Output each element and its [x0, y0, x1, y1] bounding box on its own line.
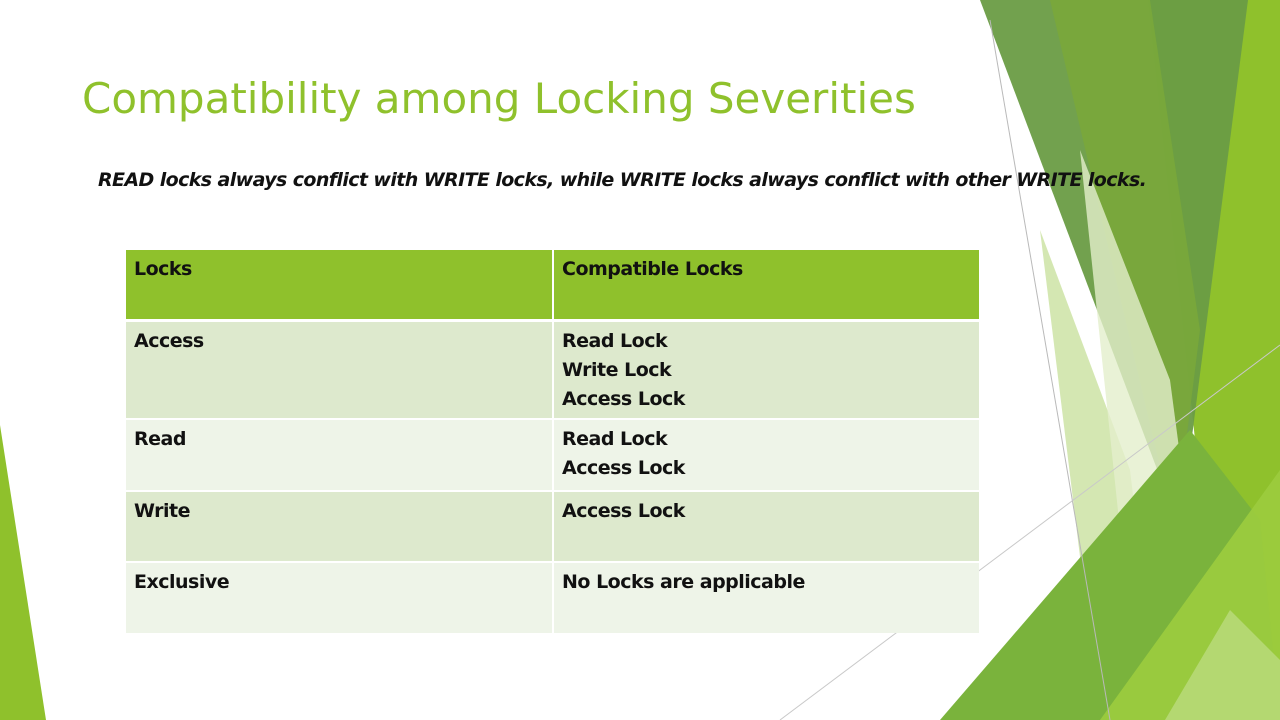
compatible-cell: [553, 419, 979, 491]
compatible-item: Access Lock: [562, 387, 685, 410]
compatible-cell: [553, 320, 979, 419]
compatible-cell: [553, 491, 979, 562]
table-row: [126, 562, 979, 633]
compatible-item: Access Lock: [562, 499, 685, 522]
slide-title: Compatibility among Locking Severities: [82, 74, 916, 123]
lock-cell: Read: [134, 427, 186, 450]
lock-cell: Write: [134, 499, 190, 522]
table-row: [126, 491, 979, 562]
table-row: [126, 320, 979, 419]
header-compatible-locks: Compatible Locks: [553, 250, 979, 320]
compatible-item: Write Lock: [562, 358, 672, 381]
left-green-sliver: [0, 425, 46, 720]
compatible-item: Read Lock: [562, 329, 668, 352]
compatible-cell: [553, 562, 979, 633]
table-row: [126, 419, 979, 491]
table-header-row: [126, 250, 979, 320]
slide-subtitle: READ locks always conflict with WRITE locks, while WRITE locks always conflict with other WRITE locks.: [98, 169, 1147, 191]
lock-cell: Exclusive: [134, 570, 230, 593]
lock-cell: Access: [134, 329, 204, 352]
lock-compatibility-table: [126, 250, 979, 633]
header-locks: Locks: [126, 250, 553, 320]
compatible-item: Read Lock: [562, 427, 668, 450]
compatible-item: No Locks are applicable: [562, 570, 805, 593]
compatible-item: Access Lock: [562, 456, 685, 479]
